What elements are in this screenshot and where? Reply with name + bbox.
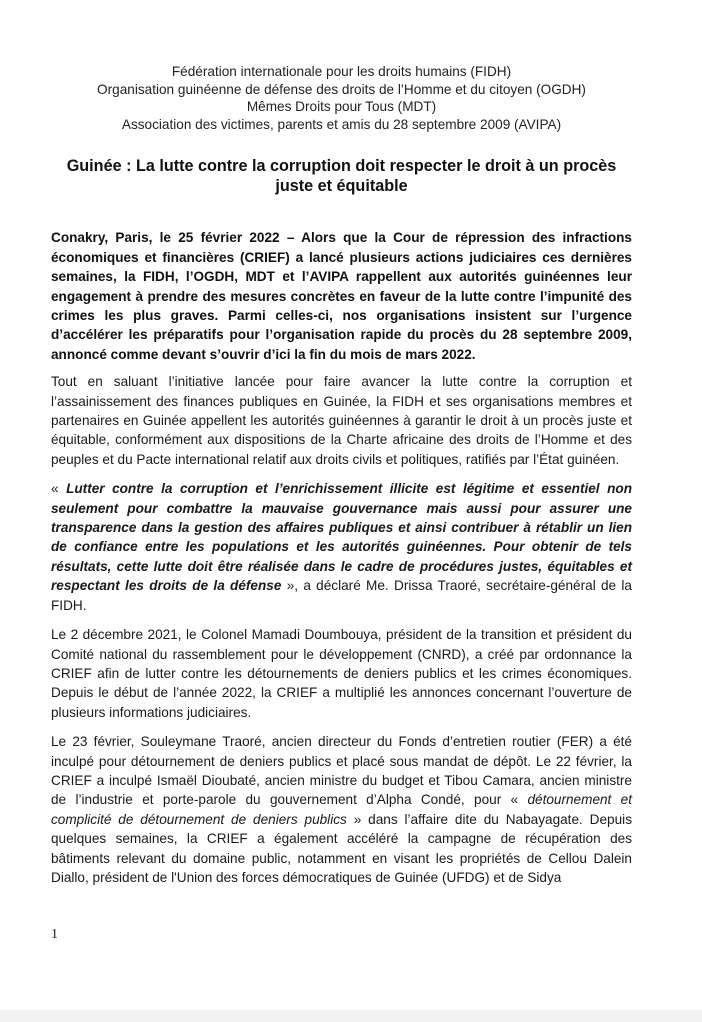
document-content [51,63,632,887]
paragraph-2: Tout en saluant l’initiative lancée pour faire avancer la lutte contre la corruption et l’assainissement des finances publiques en Guinée, la FIDH et ses organisations membres et partenaires en Guinée appellent les autorités guinéennes à garantir le droit à un procès juste et équitable, conformément aux dispositions de la Charte africaine des droits de l’Homme et des peuples et du Pacte international relatif aux droits civils et politiques, ratifiés par l’État guinéen. [51,374,632,467]
quote-text: Lutter contre la corruption et l’enrichissement illicite est légitime et essentiel non seulement pour combattre la mauvaise gouvernance mais aussi pour assurer une transparence dans la gestion des affaires publiques et ainsi contribuer à rétablir un lien de confiance entre les populations et les autorités guinéennes. Pour obtenir de tels résultats, cette lutte doit être réalisée dans le cadre de procédures justes, équitables et respectant les droits de la défense [51,481,632,594]
paragraph-4: Le 2 décembre 2021, le Colonel Mamadi Doumbouya, président de la transition et président du Comité national du rassemblement pour le développement (CNRD), a créé par ordonnance la CRIEF afin de lutter contre les détournements de deniers publics et les crimes économiques. Depuis le début de l’année 2022, la CRIEF a multiplié les annonces concernant l’ouverture de plusieurs informations judiciaires. [51,627,632,720]
org-mdt: Mêmes Droits pour Tous (MDT) [246,99,437,115]
paragraph-5-part-2: » dans l’affaire dite du Nabayagate. Depuis quelques semaines, la CRIEF a également accéléré la campagne de récupération des bâtiments relevant du domaine public, notamment en visant les propriétés de Cellou Dalein Diallo, président de l'Union des forces démocratiques de Guinée (UFDG) et de Sidya [51,811,632,885]
page-bottom-edge [0,1010,702,1022]
paragraph-5-part-1: Le 23 février, Souleymane Traoré, ancien directeur du Fonds d’entretien routier (FER) a été inculpé pour détournement de deniers publics et placé sous mandat de dépôt. Le 22 février, la CRIEF a inculpé Ismaël Dioubaté, ancien ministre du budget et Tibou Camara, ancien ministre de l’industrie et porte-parole du gouvernement d’Alpha Condé, pour « [51,734,632,808]
lead-paragraph: Conakry, Paris, le 25 février 2022 – Alors que la Cour de répression des infractions économiques et financières (CRIEF) a lancé plusieurs actions judiciaires ces dernières semaines, la FIDH, l’OGDH, MDT et l’AVIPA rappellent aux autorités guinéennes leur engagement à prendre des mesures concrètes en faveur de la lutte contre l’impunité des crimes les plus graves. Parmi celles-ci, nos organisations insistent sur l’urgence d’accélérer les préparatifs pour l’organisation rapide du procès du 28 septembre 2009, annoncé comme devant s’ouvrir d’ici la fin du mois de mars 2022. [51,230,632,362]
org-fidh: Fédération internationale pour les droits humains (FIDH) [171,64,512,79]
paragraph-5 [51,732,632,887]
document-title: Guinée : La lutte contre la corruption doit respecter le droit à un procès juste et équitable [66,157,617,196]
paragraph-5-italic: détournement et complicité de détournement de deniers publics [51,792,633,827]
quote-paragraph [51,479,632,615]
org-avipa: Association des victimes, parents et amis du 28 septembre 2009 (AVIPA) [121,116,562,132]
quote-attribution: », a déclaré Me. Drissa Traoré, secrétaire-général de la FIDH. [51,578,632,613]
org-ogdh: Organisation guinéenne de défense des droits de l’Homme et du citoyen (OGDH) [97,81,586,97]
quote-open: « [51,481,67,497]
page-number: 1 [51,927,58,942]
organizations-header [51,63,632,133]
